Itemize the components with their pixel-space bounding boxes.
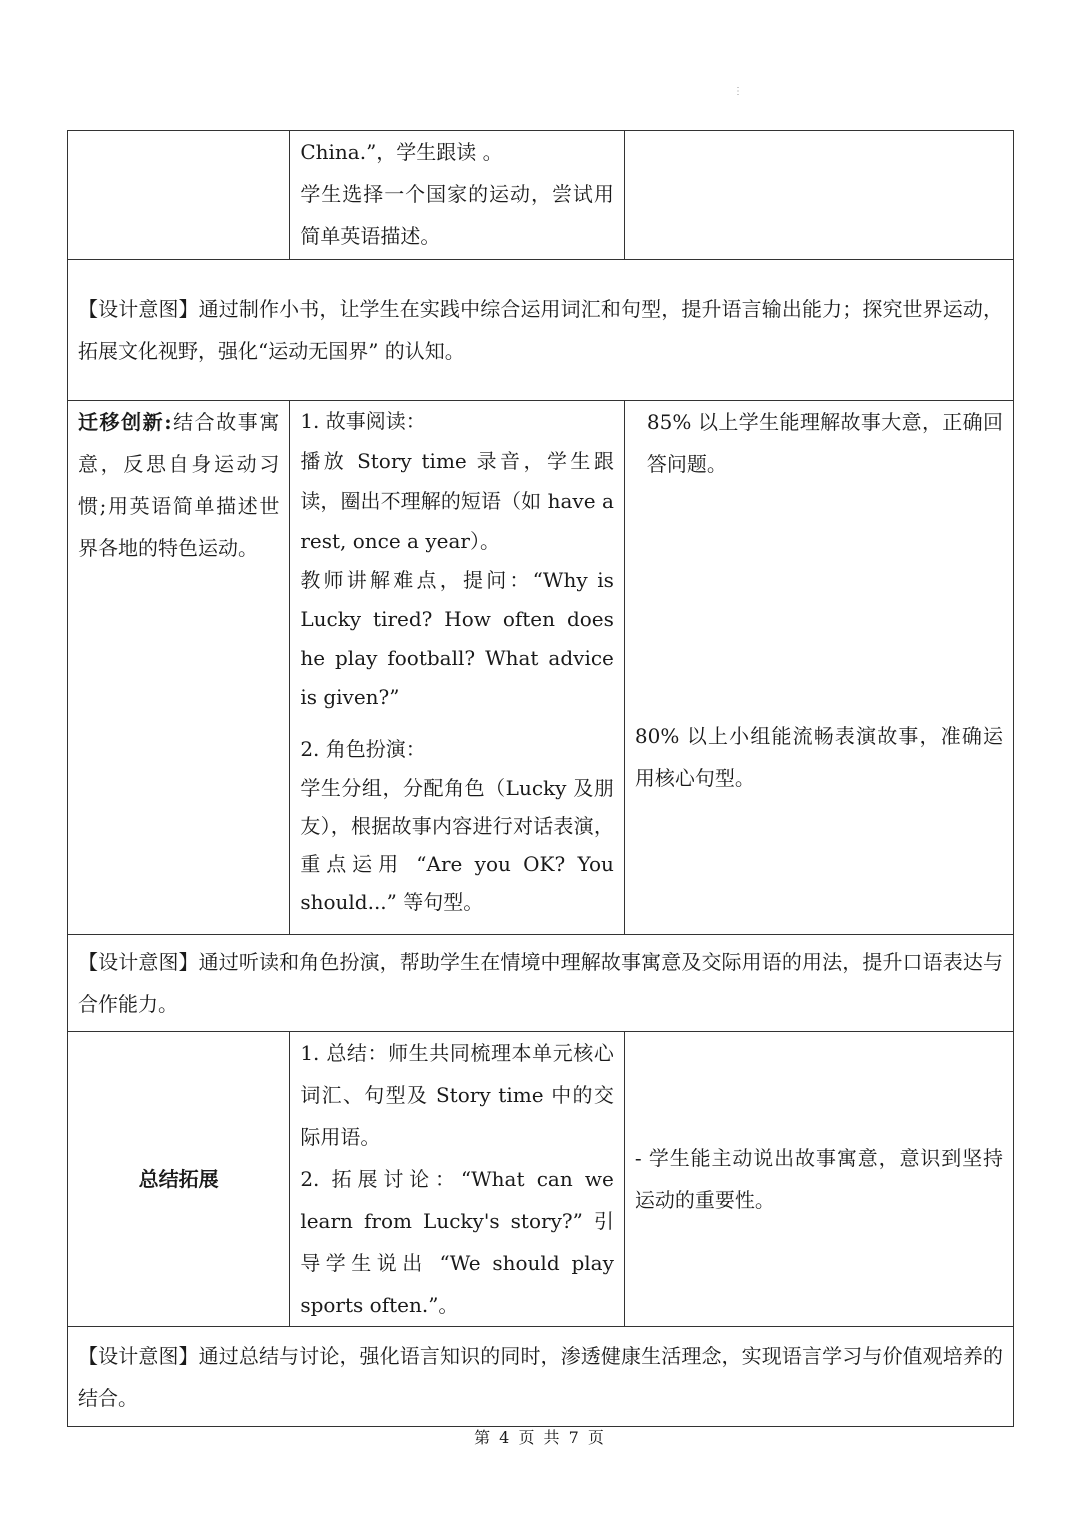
cell-stage	[68, 401, 290, 935]
step-text: 播放 Story time 录音，学生跟读，圈出不理解的短语（如 have a rest, once a year）。	[300, 449, 614, 553]
step-text: 1. 总结：师生共同梳理本单元核心词汇、句型及 Story time 中的交际用语。	[300, 1041, 614, 1149]
cell-activity	[290, 401, 625, 935]
step-text: 学生分组，分配角色（Lucky 及朋友），根据故事内容进行对话表演，重点运用 “Are you OK? You should...” 等句型。	[300, 776, 614, 914]
cell-evaluation	[624, 401, 1013, 935]
page-footer: 第 4 页 共 7 页	[474, 1428, 606, 1447]
stage-desc: 结合故事寓意，反思自身运动习惯;用英语简单描述世界各地的特色运动。	[78, 410, 280, 560]
design-intent	[68, 935, 1014, 1032]
design-intent	[68, 1327, 1014, 1427]
eval-text: 80% 以上小组能流畅表演故事，准确运用核心句型。	[634, 724, 1003, 790]
step-text: 教师讲解难点，提问：“Why is Lucky tired? How often does he play football? What advice is given?”	[300, 568, 614, 709]
eval-text: - 学生能主动说出故事寓意，意识到坚持运动的重要性。	[634, 1146, 1003, 1212]
design-intent-row	[68, 1327, 1014, 1427]
design-intent-row	[68, 260, 1014, 401]
cell-activity	[290, 131, 625, 260]
stage-title: 总结拓展	[138, 1167, 219, 1191]
step-title: 1. 故事阅读：	[300, 409, 426, 433]
lesson-plan-table	[67, 130, 1014, 1427]
cell-evaluation	[624, 1032, 1013, 1327]
design-intent-text: 【设计意图】通过总结与讨论，强化语言知识的同时，渗透健康生活理念，实现语言学习与价值观培养的结合。	[78, 1343, 1003, 1410]
step-text: 2. 拓展讨论：“What can we learn from Lucky's story?” 引导学生说出 “We should play sports often.”。	[300, 1167, 614, 1317]
cell-stage	[68, 1032, 290, 1327]
design-intent-text: 【设计意图】通过制作小书，让学生在实践中综合运用词汇和句型，提升语言输出能力；探究世界运动，拓展文化视野，强化“运动无国界” 的认知。	[78, 297, 1003, 363]
stage-text	[78, 401, 279, 569]
table-row	[68, 131, 1014, 260]
eval-text: 85% 以上学生能理解故事大意，正确回答问题。	[646, 410, 1003, 476]
table-row	[68, 401, 1014, 935]
step-title: 2. 角色扮演：	[300, 737, 426, 761]
header-marker: ⋮	[733, 86, 743, 97]
stage-title: 迁移创新:	[78, 410, 172, 434]
table-row	[68, 1032, 1014, 1327]
activity-line: China.”，学生跟读 。	[300, 140, 503, 164]
cell-activity	[290, 1032, 625, 1327]
cell-evaluation	[624, 131, 1013, 260]
activity-line: 学生选择一个国家的运动，尝试用简单英语描述。	[300, 182, 614, 248]
design-intent	[68, 260, 1014, 401]
cell-empty	[68, 131, 290, 260]
design-intent-text: 【设计意图】通过听读和角色扮演，帮助学生在情境中理解故事寓意及交际用语的用法，提升口语表达与合作能力。	[78, 950, 1003, 1016]
design-intent-row	[68, 935, 1014, 1032]
